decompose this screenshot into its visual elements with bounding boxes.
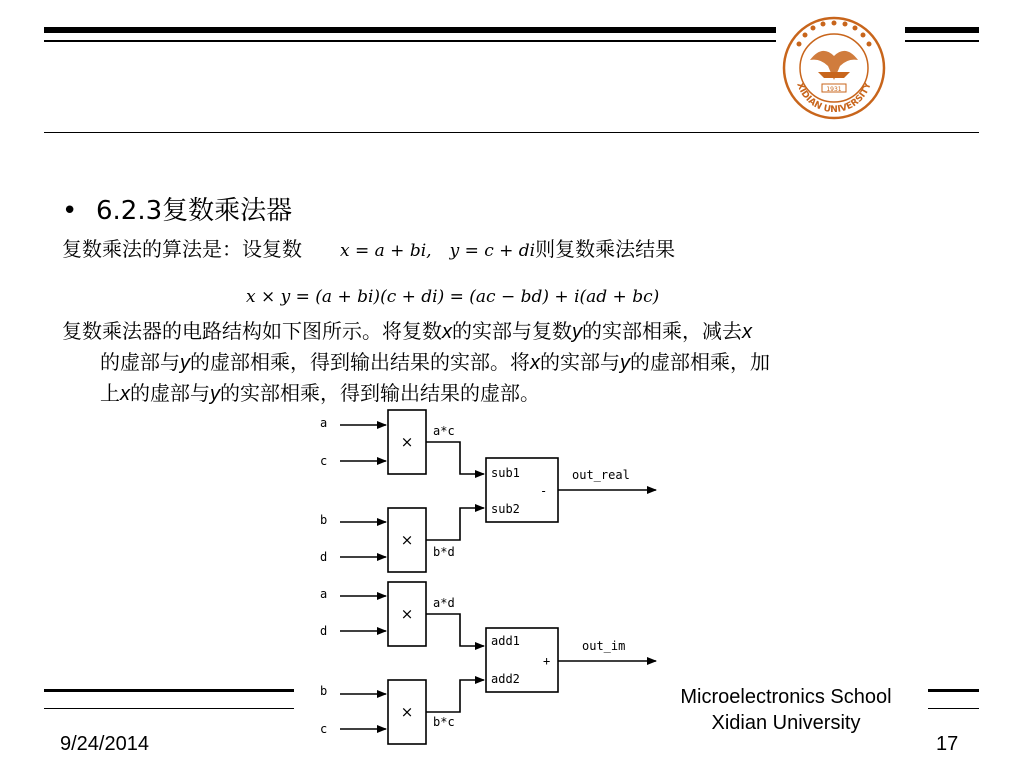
formula-x: x = a + bi, — [340, 241, 432, 261]
desc-var-x: x — [442, 321, 452, 343]
formula-y: y = c + di — [449, 241, 536, 261]
product-label: b*d — [433, 545, 455, 559]
multiplier-2-symbol: × — [400, 531, 414, 549]
desc-text: 的虚部与 — [130, 381, 210, 405]
section-heading — [62, 190, 292, 227]
footer-rule-thick-right — [928, 689, 979, 692]
algorithm-outro: 则复数乘法结果 — [535, 237, 676, 261]
multiplier-4-symbol: × — [400, 703, 414, 721]
footer-school-line-1: Microelectronics School — [680, 686, 892, 708]
description-line-2 — [100, 347, 770, 378]
sub-input-2-label: sub2 — [491, 502, 520, 516]
desc-text: 的虚部相乘，得到输出结果的实部。将 — [190, 350, 530, 374]
bullet-icon: • — [62, 196, 78, 226]
page-number: 17 — [936, 733, 959, 755]
footer-rule-thick-left — [44, 689, 294, 692]
sub-output-label: out_real — [572, 468, 630, 482]
description-line-1 — [62, 316, 752, 347]
sub-input-1-label: sub1 — [491, 466, 520, 480]
header-rule-lower — [44, 132, 979, 133]
input-label: b — [320, 684, 328, 698]
desc-text: 的实部与复数 — [452, 319, 572, 343]
desc-text: 的实部相乘，得到输出结果的虚部。 — [220, 381, 540, 405]
input-label: c — [320, 722, 328, 736]
footer-rule-thin-left — [44, 708, 294, 709]
desc-var-x: x — [120, 383, 130, 405]
sub-op-symbol: - — [540, 484, 548, 498]
section-title: 6.2.3复数乘法器 — [96, 196, 293, 226]
desc-var-y: y — [572, 321, 582, 343]
footer-rule-thin-right — [928, 708, 979, 709]
desc-text: 的实部相乘，减去 — [582, 319, 742, 343]
add-input-2-label: add2 — [491, 672, 520, 686]
footer-school-line-2: Xidian University — [711, 712, 861, 734]
algorithm-line — [62, 234, 675, 266]
input-label: d — [320, 624, 328, 638]
complex-multiplier-diagram — [300, 405, 680, 745]
add-op-symbol: + — [543, 654, 551, 668]
input-label: d — [320, 550, 328, 564]
desc-var-x: x — [742, 321, 752, 343]
header-rule-thin-right — [905, 40, 979, 42]
desc-var-x: x — [530, 352, 540, 374]
desc-var-y: y — [180, 352, 190, 374]
input-label: a — [320, 416, 328, 430]
header-rule-thick-right — [905, 27, 979, 33]
add-input-1-label: add1 — [491, 634, 520, 648]
product-label: a*d — [433, 596, 455, 610]
university-logo — [778, 14, 890, 122]
desc-text: 的虚部与 — [100, 350, 180, 374]
desc-text: 的虚部相乘，加 — [630, 350, 770, 374]
desc-text: 上 — [100, 381, 120, 405]
product-formula: x × y = (a + bi)(c + di) = (ac − bd) + i(ad + bc) — [246, 287, 660, 307]
header-rule-thin-left — [44, 40, 776, 42]
product-label: a*c — [433, 424, 455, 438]
input-label: b — [320, 513, 328, 527]
desc-text: 的实部与 — [540, 350, 620, 374]
input-label: a — [320, 587, 328, 601]
desc-var-y: y — [620, 352, 630, 374]
multiplier-3-symbol: × — [400, 605, 414, 623]
desc-text: 复数乘法器的电路结构如下图所示。将复数 — [62, 319, 442, 343]
logo-arc-text: XIDIAN UNIVERSITY — [794, 81, 874, 116]
add-output-label: out_im — [582, 639, 626, 653]
logo-year: 1931 — [826, 86, 842, 93]
product-label: b*c — [433, 715, 455, 729]
header-rule-thick-left — [44, 27, 776, 33]
algorithm-intro: 复数乘法的算法是：设复数 — [62, 237, 302, 261]
footer-date: 9/24/2014 — [60, 733, 149, 755]
multiplier-1-symbol: × — [400, 433, 414, 451]
input-label: c — [320, 454, 328, 468]
desc-var-y: y — [210, 383, 220, 405]
